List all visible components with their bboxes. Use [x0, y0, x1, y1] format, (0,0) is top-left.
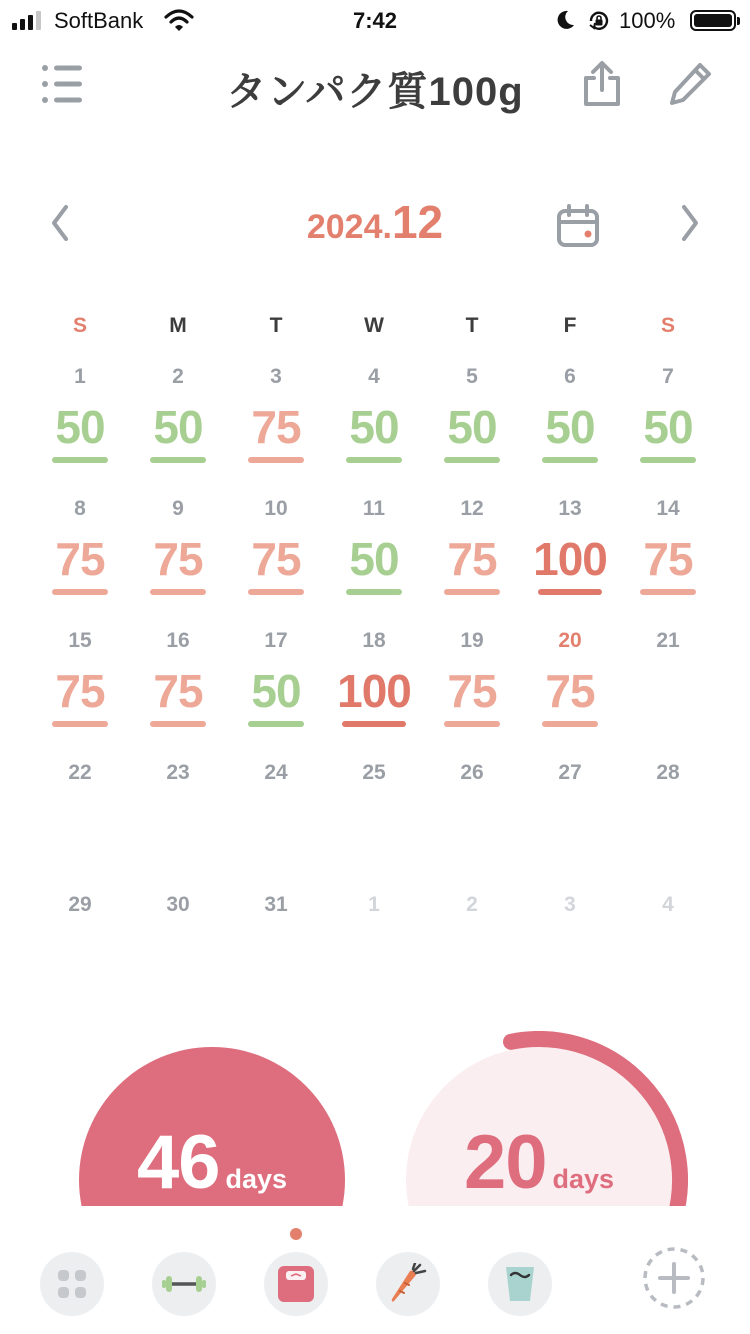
day-value-underline: [346, 457, 402, 463]
day-number: 10: [264, 497, 288, 520]
tab-overview[interactable]: [40, 1252, 104, 1316]
calendar-day[interactable]: [521, 479, 619, 611]
calendar-day[interactable]: [227, 479, 325, 611]
rotation-lock-icon: [587, 9, 611, 33]
page-title: タンパク質100g: [226, 70, 524, 114]
month-number: 12: [391, 196, 444, 248]
total-days-count: 46: [136, 1120, 220, 1205]
calendar-week: [31, 611, 717, 743]
day-number: 25: [362, 761, 386, 784]
calendar-day[interactable]: [31, 875, 129, 1007]
add-icon[interactable]: [642, 1246, 706, 1310]
calendar-day[interactable]: [31, 611, 129, 743]
calendar-day[interactable]: [325, 479, 423, 611]
bottom-tab-bar: [0, 1206, 750, 1334]
day-number: 8: [74, 497, 86, 520]
day-number: 18: [362, 629, 386, 652]
day-value-underline: [150, 721, 206, 727]
calendar-day[interactable]: [619, 479, 717, 611]
day-number: 4: [368, 365, 380, 388]
month-year: 2024.: [306, 208, 392, 246]
calendar-day[interactable]: [423, 347, 521, 479]
scale-icon: [277, 1265, 315, 1303]
calendar-day[interactable]: [619, 347, 717, 479]
day-value-underline: [538, 589, 602, 595]
day-value-underline: [346, 589, 402, 595]
month-days-count: 20: [463, 1120, 547, 1205]
day-value-underline: [444, 721, 500, 727]
calendar-day[interactable]: [423, 479, 521, 611]
calendar-day[interactable]: [325, 743, 423, 875]
edit-pencil-icon[interactable]: [666, 60, 714, 108]
chevron-right-icon[interactable]: [676, 201, 704, 245]
day-number: 4: [662, 893, 674, 916]
calendar-day[interactable]: [31, 347, 129, 479]
weekday-label: S: [660, 314, 675, 337]
carrot-icon: [388, 1263, 428, 1305]
tab-protein[interactable]: [264, 1252, 328, 1316]
day-number: 27: [558, 761, 582, 784]
calendar-day[interactable]: [325, 875, 423, 1007]
day-number: 7: [662, 365, 674, 388]
day-value-underline: [248, 457, 304, 463]
status-time: 7:42: [352, 8, 398, 33]
day-number: 26: [460, 761, 484, 784]
calendar-grid: [31, 305, 717, 1007]
day-value-underline: [248, 589, 304, 595]
status-bar: [0, 0, 750, 40]
calendar-day[interactable]: [619, 875, 717, 1007]
calendar-week: [31, 875, 717, 1007]
calendar-day[interactable]: [129, 743, 227, 875]
day-value: 75: [153, 533, 203, 585]
tab-vegetables[interactable]: [376, 1252, 440, 1316]
day-number: 31: [264, 893, 288, 916]
calendar-day[interactable]: [129, 479, 227, 611]
calendar-day[interactable]: [423, 875, 521, 1007]
calendar-day[interactable]: [521, 347, 619, 479]
calendar-weeks: [31, 347, 717, 1007]
day-value: 50: [55, 401, 105, 453]
day-number: 21: [656, 629, 680, 652]
day-number: 17: [264, 629, 288, 652]
calendar-day[interactable]: [227, 347, 325, 479]
battery-percent: 100%: [619, 8, 676, 33]
month-label: [0, 195, 750, 249]
day-number: 2: [466, 893, 478, 916]
weekday-label: T: [465, 314, 479, 337]
day-value: 50: [643, 401, 693, 453]
day-value: 50: [153, 401, 203, 453]
day-value: 75: [251, 533, 301, 585]
day-value-underline: [52, 589, 108, 595]
calendar-day[interactable]: [227, 743, 325, 875]
calendar-icon[interactable]: [555, 203, 601, 249]
weekday-label: F: [563, 314, 577, 337]
day-number: 6: [564, 365, 576, 388]
active-tab-indicator: [290, 1228, 302, 1240]
calendar-day[interactable]: [129, 875, 227, 1007]
calendar-week: [31, 479, 717, 611]
calendar-day[interactable]: [129, 347, 227, 479]
day-value: 50: [545, 401, 595, 453]
month-navigation: [0, 195, 750, 255]
day-value-underline: [52, 721, 108, 727]
day-value: 75: [55, 533, 105, 585]
weekday-label: S: [72, 314, 87, 337]
dumbbell-icon: [162, 1272, 206, 1296]
moon-icon: [554, 9, 576, 31]
calendar-day[interactable]: [227, 875, 325, 1007]
calendar-day[interactable]: [129, 611, 227, 743]
calendar-day[interactable]: [619, 743, 717, 875]
weekday-header: [31, 305, 717, 347]
day-value: 75: [153, 665, 203, 717]
weekday-label: W: [364, 314, 384, 337]
day-number: 28: [656, 761, 680, 784]
day-value-underline: [52, 457, 108, 463]
calendar-day[interactable]: [423, 611, 521, 743]
day-number: 22: [68, 761, 92, 784]
day-number: 29: [68, 893, 92, 916]
calendar-day[interactable]: [521, 875, 619, 1007]
day-value: 50: [349, 401, 399, 453]
day-number: 30: [166, 893, 190, 916]
day-value: 100: [337, 665, 411, 717]
day-value-underline: [150, 589, 206, 595]
day-value: 75: [643, 533, 693, 585]
day-number: 24: [264, 761, 288, 784]
day-value: 75: [447, 665, 497, 717]
day-value: 50: [251, 665, 301, 717]
day-number: 13: [558, 497, 582, 520]
calendar-week: [31, 743, 717, 875]
calendar-day[interactable]: [227, 611, 325, 743]
day-value-underline: [444, 457, 500, 463]
day-value-underline: [542, 721, 598, 727]
day-number: 19: [460, 629, 484, 652]
weekday-label: M: [169, 314, 187, 337]
calendar-day[interactable]: [521, 611, 619, 743]
day-number: 12: [460, 497, 484, 520]
calendar-week: [31, 347, 717, 479]
calendar-day[interactable]: [423, 743, 521, 875]
day-number: 2: [172, 365, 184, 388]
day-number: 1: [368, 893, 380, 916]
day-number: 16: [166, 629, 190, 652]
day-value-underline: [444, 589, 500, 595]
month-days-unit: days: [552, 1164, 615, 1194]
day-value: 75: [447, 533, 497, 585]
day-number: 5: [466, 365, 478, 388]
day-value-underline: [248, 721, 304, 727]
day-value: 75: [545, 665, 595, 717]
day-number: 9: [172, 497, 184, 520]
tab-water[interactable]: [488, 1252, 552, 1316]
day-number: 14: [656, 497, 680, 520]
calendar-day[interactable]: [325, 347, 423, 479]
day-value-underline: [640, 589, 696, 595]
share-icon[interactable]: [580, 60, 624, 108]
calendar-day[interactable]: [521, 743, 619, 875]
day-value: 75: [55, 665, 105, 717]
day-value: 50: [447, 401, 497, 453]
tab-workout[interactable]: [152, 1252, 216, 1316]
battery-icon: [690, 10, 736, 31]
calendar-day[interactable]: [619, 611, 717, 743]
day-number: 1: [74, 365, 86, 388]
calendar-day[interactable]: [325, 611, 423, 743]
day-number: 23: [166, 761, 190, 784]
day-value-underline: [150, 457, 206, 463]
day-value-underline: [542, 457, 598, 463]
day-number: 20: [558, 629, 582, 652]
carrier-name: SoftBank: [54, 8, 144, 33]
weekday-label: T: [269, 314, 283, 337]
app-header: [0, 40, 750, 130]
total-days-unit: days: [225, 1164, 288, 1194]
day-number: 3: [564, 893, 576, 916]
day-value-underline: [640, 457, 696, 463]
day-number: 15: [68, 629, 92, 652]
day-value: 100: [533, 533, 607, 585]
calendar-day[interactable]: [31, 479, 129, 611]
calendar-day[interactable]: [31, 743, 129, 875]
day-number: 11: [362, 497, 386, 520]
day-number: 3: [270, 365, 282, 388]
cup-icon: [504, 1265, 536, 1303]
day-value: 50: [349, 533, 399, 585]
day-value: 75: [251, 401, 301, 453]
day-value-underline: [342, 721, 406, 727]
grid-icon: [57, 1269, 87, 1299]
